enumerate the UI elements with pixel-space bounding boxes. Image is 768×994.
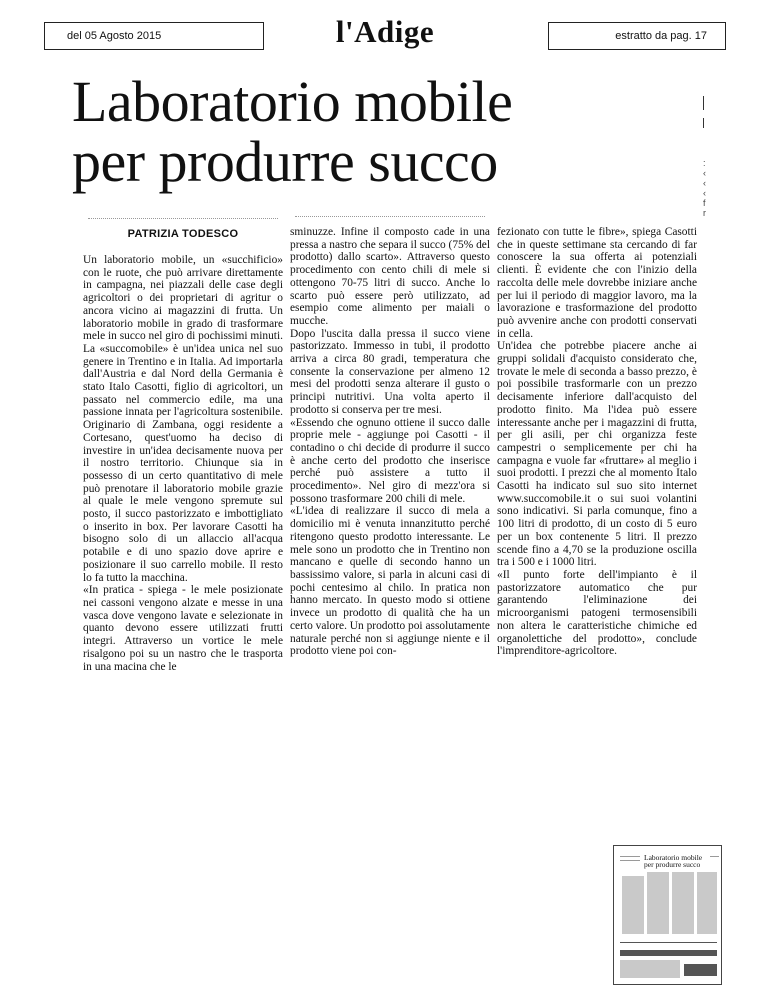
article-headline xyxy=(72,69,702,194)
thumbnail-line xyxy=(620,942,717,943)
paragraph: «Essendo che ognuno ottiene il succo dalle proprie mele - aggiunge poi Casotti - il contadino o chi decide di produrre il succo è anche certo del prodotto che inserisce perché può assistere a tutto il procedimento». Nel giro di mezz'ora si possono trasformare 200 chili di mele. xyxy=(290,416,490,505)
paragraph: Un'idea che potrebbe piacere anche ai gruppi solidali d'acquisto considerato che, trovate le mele di seconda a basso prezzo, è poi possibile trasformarle con un prezzo decisamente inferiore dall'acquisto del prodotto finito. Ma l'idea può essere interessante anche per i magazzini di frutta, per gli asili, per chi organizza feste campestri o semplicemente per chi ha campagna e vuole far «fruttare» al meglio i suoi prodotti. I prezzi che al momento Italo Casotti ha indicato sul suo sito internet www.succomobile.it o sui suoi volantini sono indicativi. Si parla comunque, fino a 100 litri di prodotto, di un costo di 5 euro per un box contenente 5 litri. Il prezzo scende fino a 4,70 se la produzione oscilla tra i 500 e i 1000 litri. xyxy=(497,340,697,569)
date-box xyxy=(44,22,264,50)
author-byline: PATRIZIA TODESCO xyxy=(127,228,239,240)
article-column-3 xyxy=(497,226,697,658)
column-top-rule xyxy=(295,216,485,217)
paragraph: Un laboratorio mobile, un «succhificio» con le ruote, che può arrivare direttamente in campagna, nei piazzali delle case degli agricoltori o dei proprietari di agritur o ancora vicino ai magazzini di frutta. Un laboratorio mobile in grado di trasformare mele in succo nel giro di pochissimi minuti. La «succomobile» è un'idea unica nel suo genere in Trentino e in Italia. Ad importarla dall'Austria e dal Nord della Germania è stato Italo Casotti, figlio di agricoltori, un passato nel commercio edile, ma una passione innata per l'agricoltura sostenibile. Originario di Zambana, oggi residente a Cortesano, quest'uomo ha deciso di investire in un'idea decisamente nuova per il nostro territorio. Chiunque sia in possesso di un certo quantitativo di mele può prenotare il laboratorio mobile grazie al quale le mele vengono spremute sul posto, il succo pastorizzato e imbottigliato o inserito in box. Per lavorare Casotti ha bisogno solo di un allaccio all'acqua potabile e di uno spazio dove aprire e posizionare il suo carrello mobile. Il resto lo fa tutto la macchina. xyxy=(83,254,283,584)
article-column-1 xyxy=(83,254,283,673)
thumbnail-ad-block xyxy=(620,960,680,978)
newspaper-masthead: l'Adige xyxy=(335,14,435,49)
thumbnail-text-block xyxy=(622,876,644,934)
page-reference: estratto da pag. 17 xyxy=(615,30,707,42)
column-top-rule xyxy=(88,218,278,219)
article-column-2 xyxy=(290,226,490,658)
thumbnail-text-block xyxy=(697,872,717,934)
paragraph: Dopo l'uscita dalla pressa il succo viene pastorizzato. Immesso in tubi, il prodotto arriva a circa 80 gradi, temperatura che consente la conservazione per almeno 12 mesi del prodotti senza alterare il gusto o principi nutritivi. Una volta aperto il prodotto si conserva per tre mesi. xyxy=(290,327,490,416)
thumbnail-ad-block xyxy=(620,950,717,956)
thumbnail-text-block xyxy=(672,872,694,934)
thumbnail-line xyxy=(620,856,640,857)
paragraph: sminuzze. Infine il composto cade in una pressa a nastro che separa il succo (75% del prodotto) dallo scarto». Attraverso questo procedimento con cento chili di mele si ottengono 70-75 litri di succo. Anche lo scarto può essere però utilizzato, ad esempio come alimento per maiali o mucche. xyxy=(290,226,490,327)
publication-date: del 05 Agosto 2015 xyxy=(67,30,162,42)
source-box xyxy=(548,22,726,50)
paragraph: «Il punto forte dell'impianto è il pastorizzatore automatico che pur garantendo l'eliminazione dei microorganismi patogeni termosensibili non altera le caratteristiche chimiche ed organolettiche del prodotto», conclude l'imprenditore-agricoltore. xyxy=(497,568,697,658)
paragraph: «L'idea di realizzare il succo di mela a domicilio mi è venuta innanzitutto perché ritengono questo prodotto interessante. Le mele sono un prodotto che in Trentino non mancano e quelle di secondo hanno un bassissimo valore, si parla in alcuni casi di pochi centesimo al chilo. In pratica non hanno mercato. In questo modo si ottiene invece un prodotto di qualità che ha un certo valore. Un prodotto poi assolutamente naturale perché non si aggiunge niente e il prodotto viene poi con- xyxy=(290,505,490,658)
page-thumbnail xyxy=(613,845,722,985)
headline-line-1: Laboratorio mobile xyxy=(72,69,513,134)
thumbnail-text-block xyxy=(647,872,669,934)
paragraph: fezionato con tutte le fibre», spiega Casotti che in queste settimane sta cercando di far conoscere la sua offerta ai potenziali clienti. È evidente che con l'inizio della raccolta delle mele dovrebbe iniziare anche per lui il periodo di maggior lavoro, ma la lavorazione e trasformazione del prodotto può avvenire anche con prodotti conservati in cella. xyxy=(497,226,697,340)
thumbnail-line xyxy=(620,860,640,861)
paragraph: «In pratica - spiega - le mele posizionate nei cassoni vengono alzate e messe in una vasca dove vengono lavate e selezionate in quanto devono essere utilizzati frutti integri. Attraverso un vortice le mele risalgono poi su un nastro che le trasporta in una macina che le xyxy=(83,584,283,673)
margin-clipped-text: : ‹ ‹ ‹ f r xyxy=(703,96,715,218)
thumbnail-headline: Laboratorio mobile per produrre succo xyxy=(644,853,703,869)
headline-line-2: per produrre succo xyxy=(72,129,498,194)
thumbnail-ad-block xyxy=(684,964,717,976)
thumbnail-line xyxy=(710,856,719,857)
